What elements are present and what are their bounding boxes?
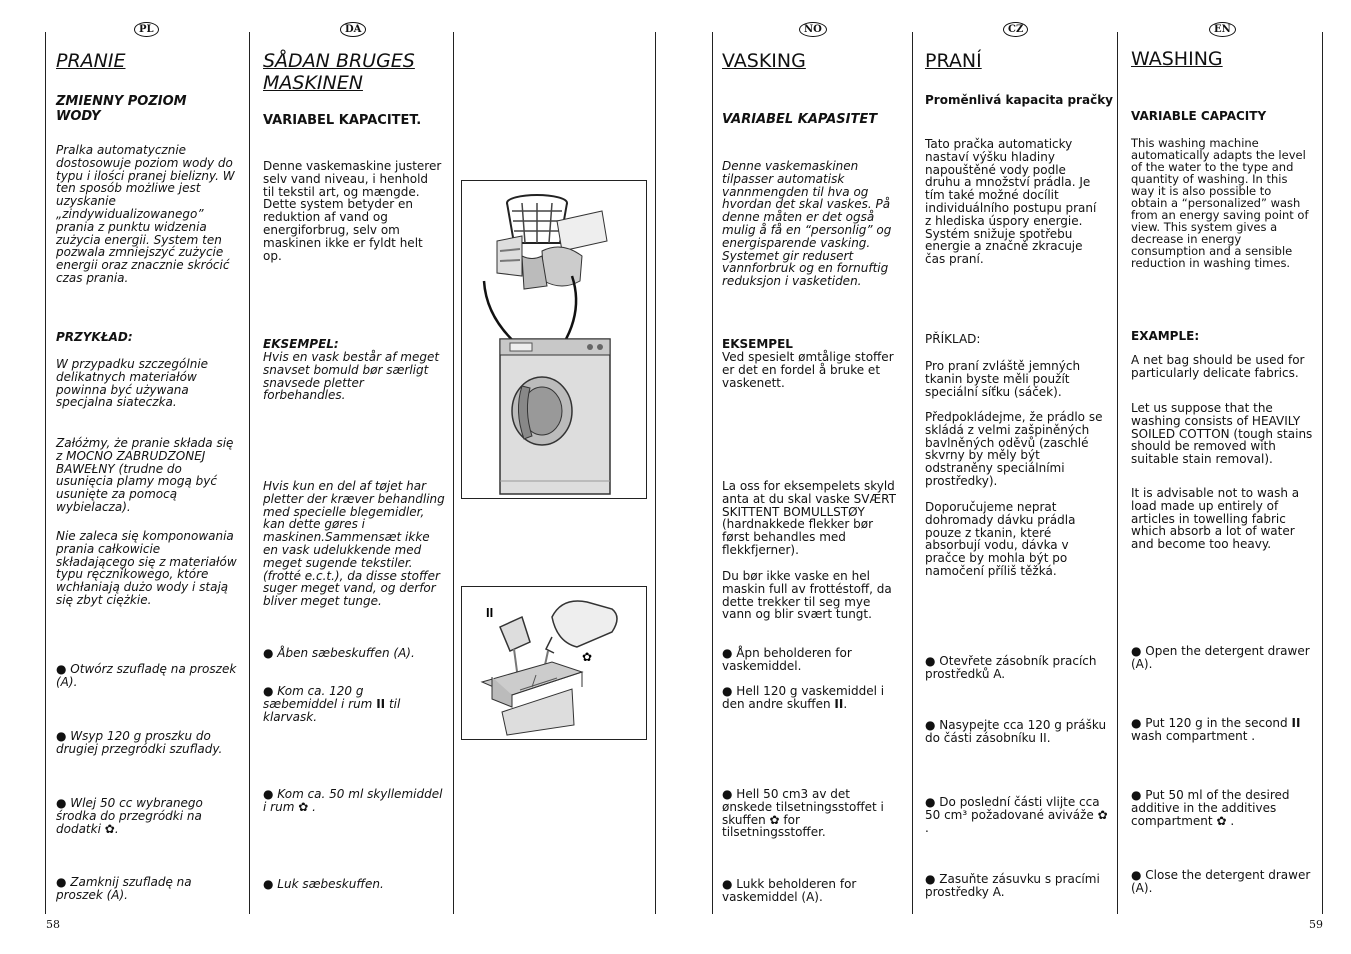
step-item: ● Åpn beholderen for vaskemiddel. [722, 647, 902, 673]
step-item: ● Lukk beholderen for vaskemiddel (A). [722, 878, 902, 904]
column-rule [45, 32, 46, 914]
step-text: for tilsetningsstoffer. [722, 812, 826, 840]
section-subtitle: Proměnlivá kapacita pračky [925, 93, 1113, 107]
page-title: PRANÍ [925, 50, 982, 72]
example-paragraph: Nie zaleca się komponowania prania całkowicie składającego się z materiałów typu ręcznikowego, które wchłaniają dużo wody i stają się zbyt ciężkie. [56, 529, 237, 607]
example-paragraph: Pro praní zvláště jemných tkanin byste měli použít speciální síťku (sáček). [925, 359, 1081, 399]
step-item: ● Wsyp 120 g proszku do drugiej przegródki szuflady. [56, 730, 231, 756]
flower-icon: ✿ [104, 821, 115, 836]
step-item: ● Close the detergent drawer (A). [1131, 869, 1311, 895]
language-badge-da: DA [340, 22, 366, 37]
example-paragraph: Doporučujeme neprat dohromady dávku prádla pouze z tkanin, které absorbují vodu, dávka v pračce by mohla být po namočení příliš těžká. [925, 500, 1076, 578]
example-paragraph: Ved spesielt ømtålige stoffer er det en fordel å bruke et vaskenett. [722, 350, 894, 390]
column-rule [453, 32, 454, 914]
section-subtitle: VARIABEL KAPACITET. [263, 113, 422, 128]
flower-icon: ✿ [1216, 813, 1227, 828]
example-heading: EKSEMPEL: [263, 337, 339, 351]
step-item: ● Nasypejte cca 120 g prášku do části zásobníku II. [925, 719, 1110, 745]
language-badge-pl: PL [134, 22, 159, 37]
example-heading: PŘÍKLAD: [925, 332, 981, 346]
example-paragraph: W przypadku szczególnie delikatnych materiałów powinna być używana specjalna siateczka. [56, 357, 209, 410]
column-rule [1322, 32, 1323, 914]
page-title: SÅDAN BRUGES MASKINEN [263, 50, 415, 94]
example-paragraph: Hvis en vask består af meget snavset bomuld bør særligt snavsede pletter forbehandles. [263, 350, 440, 403]
column-rule [249, 32, 250, 914]
step-item: ● Otevřete zásobník pracích prostředků A. [925, 655, 1110, 681]
step-item: ● Kom ca. 120 g sæbemiddel i rum II til klarvask. [263, 684, 401, 724]
page-number-left: 58 [46, 918, 60, 931]
flower-icon: ✿ [769, 812, 780, 827]
washing-machine-illustration [462, 181, 646, 498]
step-item: ● Do poslední části vlijte cca 50 cm³ požadované aviváže ✿ . [925, 795, 1108, 835]
column-rule [655, 32, 656, 914]
step-item: ● Hell 50 cm3 av det ønskede tilsetningsstoffet i skuffen ✿ for tilsetningsstoffer. [722, 787, 884, 840]
step-text: til klarvask. [263, 696, 401, 724]
compartment-label: II [486, 605, 494, 620]
flower-icon: ✿ [1097, 807, 1108, 822]
example-paragraph: Du bør ikke vaske en hel maskin full av frottéstoff, da dette trekker til seg mye vann og blir svært tungt. [722, 569, 892, 622]
figure-detergent-drawer [461, 586, 647, 740]
step-text: Wlej 50 cc wybranego środka do przegródki na dodatki [56, 796, 203, 836]
step-text: Kom ca. 120 g sæbemiddel i rum [263, 684, 377, 711]
column-rule [912, 32, 913, 914]
step-item: ● Wlej 50 cc wybranego środka do przegródki na dodatki ✿. [56, 796, 203, 836]
detergent-drawer-illustration [462, 587, 646, 739]
language-badge-no: NO [799, 22, 827, 37]
intro-paragraph: Pralka automatycznie dostosowuje poziom wody do typu i ilości pranej bielizny. W ten sposób możliwe jest uzyskanie „zindywidualizowanego” prania z punktu widzenia zużycia energii. System ten pozwala zmniejszyć zużycie energii oraz znacznie skrócić czas prania. [56, 143, 235, 285]
step-item: ● Otwórz szufladę na proszek (A). [56, 663, 241, 689]
step-item: ● Put 50 ml of the desired additive in the additives compartment ✿ . [1131, 788, 1290, 828]
section-subtitle: VARIABLE CAPACITY [1131, 109, 1267, 123]
section-subtitle: VARIABEL KAPASITET [722, 112, 878, 127]
compartment-label: II [1291, 716, 1301, 730]
step-item: ● Put 120 g in the second II wash compartment . [1131, 716, 1301, 743]
example-paragraph: A net bag should be used for particularly delicate fabrics. [1131, 353, 1305, 380]
step-item: ● Zasuňte zásuvku s pracími prostředky A. [925, 873, 1110, 899]
figure-washing-machine [461, 180, 647, 499]
step-item: ● Hell 120 g vaskemiddel i den andre skuffen II. [722, 684, 885, 711]
example-heading: EKSEMPEL [722, 337, 793, 351]
step-item: ● Luk sæbeskuffen. [263, 878, 443, 891]
example-paragraph: Předpokládejme, že prádlo se skládá z velmi zašpiněných bavlněných oděvů (zaschlé skvrny by měly být odstraněny speciálními prostředky). [925, 410, 1103, 488]
column-rule [1117, 32, 1118, 914]
intro-paragraph: This washing machine automatically adapts the level of the water to the type and quantity of washing. In this way it is also possible to obtain a “personalized” wash from an energy saving point of view. This system gives a decrease in energy consumption and a sensible reduction in washing times. [1131, 136, 1309, 270]
step-text: Put 50 ml of the desired additive in the additives compartment [1131, 788, 1290, 828]
page-number-right: 59 [1309, 918, 1323, 931]
step-item: ● Zamknij szufladę na proszek (A). [56, 876, 216, 902]
language-badge-cz: CZ [1003, 22, 1028, 37]
language-badge-en: EN [1209, 22, 1236, 37]
example-paragraph: Let us suppose that the washing consists of HEAVILY SOILED COTTON (tough stains should be removed with suitable stain removal). [1131, 401, 1313, 467]
example-paragraph: Hvis kun en del af tøjet har pletter der kræver behandling med specielle blegemidler, kan dette gøres i maskinen.Sammensæt ikke en vask udelukkende med meget sugende tekstiler. (frotté e.c.t.), da disse stoffer suger meget vand, og derfor bliver meget tunge. [263, 479, 445, 609]
flower-icon: ✿ [582, 650, 593, 664]
compartment-label: II [834, 696, 844, 711]
page-title: PRANIE [56, 50, 126, 72]
step-text: Do poslední části vlijte cca 50 cm³ požadované aviváže [925, 795, 1100, 822]
step-text: Kom ca. 50 ml skyllemiddel i rum [263, 787, 443, 814]
page-title: VASKING [722, 50, 806, 72]
example-paragraph: La oss for eksempelets skyld anta at du skal vaske SVÆRT SKITTENT BOMULLSTØY (hardnakkede flekker bør først behandles med flekkfjerner). [722, 479, 896, 557]
intro-paragraph: Tato pračka automaticky nastaví výšku hladiny napouštěné vody podle druhu a množství prádla. Je tím také možné docílit individuálního postupu praní z hlediska úspory energie. Systém snižuje spotřebu energie a značně zkracuje čas praní. [925, 137, 1097, 267]
step-item: ● Open the detergent drawer (A). [1131, 645, 1311, 671]
intro-paragraph: Denne vaskemaskinen tilpasser automatisk vannmengden til hva og hvordan det skal vaskes. På denne måten er det også mulig å få en “personlig” og energisparende vasking. Systemet gir redusert vannforbruk og en fornuftig reduksjon i vasketiden. [722, 159, 892, 289]
flower-icon: ✿ [298, 799, 309, 814]
column-rule [712, 32, 713, 914]
compartment-label: II [376, 696, 386, 711]
page-title: WASHING [1131, 48, 1223, 70]
example-paragraph: It is advisable not to wash a load made up entirely of articles in towelling fabric which absorb a lot of water and become too heavy. [1131, 486, 1300, 552]
step-text: Put 120 g in the second [1145, 716, 1292, 730]
step-item: ● Kom ca. 50 ml skyllemiddel i rum ✿ . [263, 787, 443, 814]
step-text: wash compartment . [1131, 728, 1256, 743]
example-heading: PRZYKŁAD: [56, 330, 133, 344]
section-subtitle: ZMIENNY POZIOM WODY [56, 94, 187, 124]
step-item: ● Åben sæbeskuffen (A). [263, 647, 443, 660]
step-text: Hell 120 g vaskemiddel i den andre skuffen [722, 684, 885, 711]
example-paragraph: Załóżmy, że pranie składa się z MOCNO ZABRUDZONEJ BAWEŁNY (trudne do usunięcia plamy mogą być usunięte za pomocą wybielacza). [56, 436, 234, 514]
intro-paragraph: Denne vaskemaskine justerer selv vand niveau, i henhold til tekstil art, og mængde. Dette system betyder en reduktion af vand og energiforbrug, selv om maskinen ikke er fyldt helt op. [263, 159, 442, 263]
example-heading: EXAMPLE: [1131, 329, 1200, 343]
step-text: Hell 50 cm3 av det ønskede tilsetningsstoffet i skuffen [722, 787, 884, 827]
